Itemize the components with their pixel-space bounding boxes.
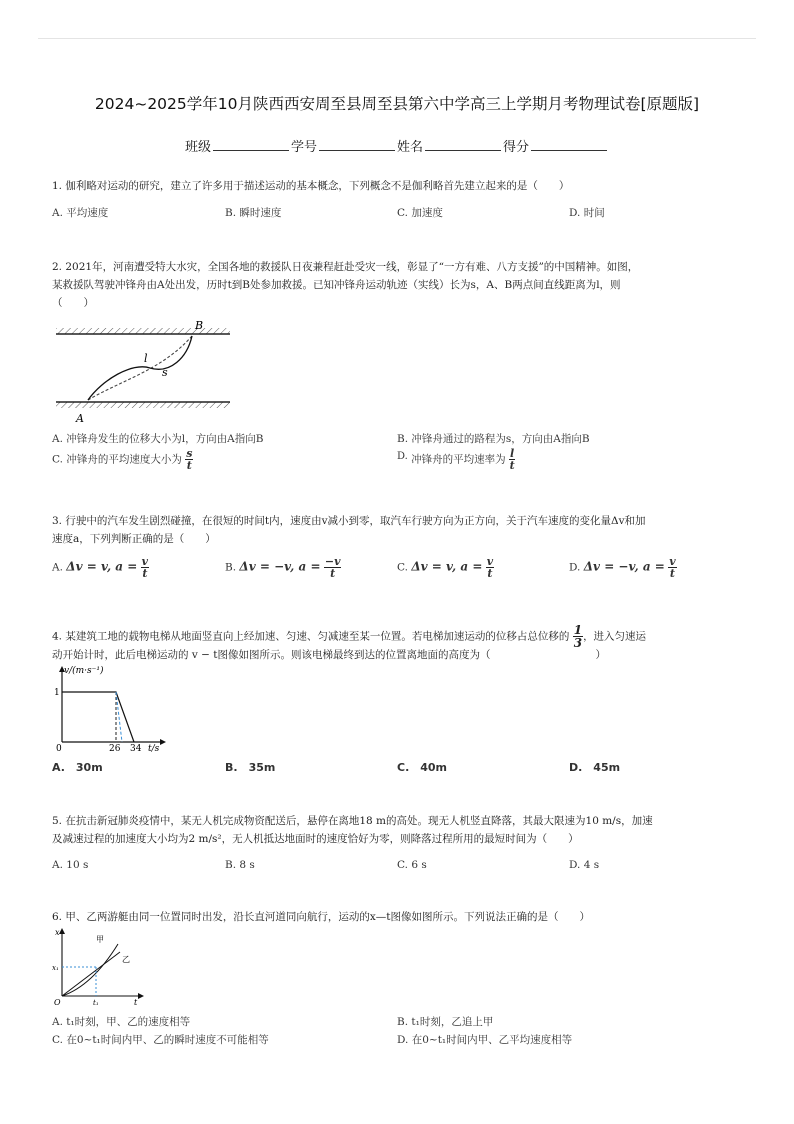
q2-option-d-text: 冲锋舟的平均速率为 — [411, 453, 506, 466]
class-blank[interactable] — [213, 138, 289, 151]
q5-stem-line2: 及减速过程的加速度大小均为2 m/s²，无人机抵达地面时的速度恰好为零，则降落过程所用的最短时间为（ ） — [52, 833, 579, 845]
q3-stem-line1: 3. 行驶中的汽车发生剧烈碰撞，在很短的时间t内，速度由v减小到零，取汽车行驶方向为正方向，关于汽车速度的变化量Δv和加 — [52, 515, 646, 527]
q2-label-b: B — [195, 319, 204, 332]
q2-option-b[interactable]: B. 冲锋舟通过的路程为s，方向由A指向B — [397, 433, 590, 445]
q3-option-a-fraction: $\frac{v}{t}$ — [141, 555, 149, 580]
q3-option-c-expr: Δv = v, a = — [411, 559, 483, 574]
class-label: 班级 — [184, 140, 211, 155]
q6-option-d[interactable]: D. 在0~t₁时间内甲、乙平均速度相等 — [397, 1034, 573, 1046]
q4-option-c[interactable]: C. 40m — [397, 761, 448, 774]
q5-option-c[interactable]: C. 6 s — [397, 859, 427, 871]
q3-option-b-fraction: $\frac{-v}{t}$ — [324, 555, 341, 580]
score-label: 得分 — [503, 140, 530, 155]
q6-label-t1: t₁ — [93, 999, 99, 1007]
q4-option-d[interactable]: D. 45m — [569, 761, 621, 774]
q6-label-yi: 乙 — [122, 955, 130, 964]
q1-option-b[interactable]: B. 瞬时速度 — [225, 207, 282, 219]
q4-stem-part1: 4. 某建筑工地的载物电梯从地面竖直向上经加速、匀速、匀减速至某一位置。若电梯加速运动的位移占总位移的 — [52, 630, 570, 643]
q4-option-b[interactable]: B. 35m — [225, 761, 276, 774]
q2-stem-line2: 某救援队驾驶冲锋舟由A处出发，历时t到B处参加救援。已知冲锋舟运动轨迹（实线）长为s，A、B两点间直线距离为l，则 — [52, 279, 621, 291]
q3-option-d-label: D. — [569, 561, 581, 574]
q2-label-a: A — [76, 412, 84, 425]
q3-option-a-expr: Δv = v, a = — [66, 559, 138, 574]
q4-stem-line2: 动开始计时，此后电梯运动的 v − t图像如图所示。则该电梯最终到达的位置离地面的高度为（ ） — [52, 649, 606, 661]
q6-curve-jia — [62, 944, 118, 996]
q3-stem-line2: 速度a，下列判断正确的是（ ） — [52, 533, 216, 545]
q3-option-c-label: C. — [397, 561, 408, 574]
q4-option-a[interactable]: A. 30m — [52, 761, 103, 774]
q2-label-l: l — [144, 352, 148, 365]
q4-vt-graph — [52, 662, 172, 754]
q5-option-d[interactable]: D. 4 s — [569, 859, 600, 871]
q4-stem-part2: ，进入匀速运 — [583, 630, 647, 643]
q2-option-c[interactable] — [52, 448, 193, 471]
q6-option-a[interactable]: A. t₁时刻，甲、乙的速度相等 — [52, 1016, 191, 1028]
q2-river-diagram — [52, 318, 232, 426]
q6-xt-graph — [52, 926, 152, 1008]
q4-ytick-1: 1 — [54, 688, 60, 698]
q3-option-d-fraction: $\frac{v}{t}$ — [669, 555, 676, 580]
name-blank[interactable] — [425, 138, 501, 151]
q6-label-origin: O — [54, 998, 61, 1007]
q2-option-c-fraction: $\frac{s}{t}$ — [186, 447, 193, 472]
name-label: 姓名 — [397, 140, 424, 155]
q6-label-t: t — [134, 998, 138, 1007]
q3-option-b-expr: Δv = −v, a = — [239, 559, 321, 574]
id-label: 学号 — [290, 140, 317, 155]
q1-option-c[interactable]: C. 加速度 — [397, 207, 443, 219]
q2-label-s: s — [162, 366, 168, 379]
q5-option-a[interactable]: A. 10 s — [52, 859, 89, 871]
q3-option-c-fraction: $\frac{v}{t}$ — [486, 555, 494, 580]
q2-option-d-fraction: $\frac{l}{t}$ — [509, 447, 515, 472]
q2-stem-line3: （ ） — [52, 297, 94, 309]
q4-origin: 0 — [56, 744, 62, 754]
q6-label-x1: x₁ — [52, 964, 59, 972]
q3-option-c[interactable] — [397, 556, 494, 579]
q3-option-d-expr: Δv = −v, a = — [583, 559, 665, 574]
q4-xtick-26: 26 — [109, 744, 121, 754]
q5-option-b[interactable]: B. 8 s — [225, 859, 255, 871]
q3-option-a-label: A. — [52, 561, 63, 574]
page-title: 2024~2025学年10月陕西西安周至县周至县第六中学高三上学期月考物理试卷[原题版] — [94, 95, 700, 113]
q3-option-a[interactable] — [52, 556, 149, 579]
q3-option-b[interactable] — [225, 556, 341, 579]
q6-axis-x: x — [55, 928, 60, 937]
q4-xlabel: t/s — [148, 744, 160, 754]
top-divider — [38, 38, 756, 39]
q5-stem-line1: 5. 在抗击新冠肺炎疫情中，某无人机完成物资配送后，悬停在离地18 m的高处。现无人机竖直降落，其最大限速为10 m/s，加速 — [52, 815, 653, 827]
q4-ylabel: v/(m·s⁻¹) — [64, 666, 104, 676]
q3-option-b-label: B. — [225, 561, 237, 574]
q6-label-jia: 甲 — [96, 935, 104, 944]
q6-stem: 6. 甲、乙两游艇由同一位置同时出发，沿长直河道同向航行，运动的x—t图像如图所示。下列说法正确的是（ ） — [52, 911, 590, 923]
q2-option-d[interactable] — [397, 448, 515, 471]
q4-fraction: $\frac{1}{3}$ — [573, 623, 583, 650]
q2-option-d-label: D. — [397, 451, 408, 462]
q1-stem: 1. 伽利略对运动的研究，建立了许多用于描述运动的基本概念，下列概念不是伽利略首先建立起来的是（ ） — [52, 180, 570, 192]
q2-stem-line1: 2. 2021年，河南遭受特大水灾，全国各地的救援队日夜兼程赶赴受灾一线，彰显了“一方有难、八方支援”的中国精神。如图， — [52, 261, 639, 273]
q3-option-d[interactable] — [569, 556, 677, 579]
q6-option-c[interactable]: C. 在0~t₁时间内甲、乙的瞬时速度不可能相等 — [52, 1034, 269, 1046]
q2-trajectory-s — [88, 336, 192, 400]
q2-option-a[interactable]: A. 冲锋舟发生的位移大小为l，方向由A指向B — [52, 433, 264, 445]
q6-option-b[interactable]: B. t₁时刻，乙追上甲 — [397, 1016, 494, 1028]
q6-line-yi — [62, 952, 120, 996]
q2-straight-path-l — [88, 336, 192, 400]
score-blank[interactable] — [531, 138, 607, 151]
q1-option-a[interactable]: A. 平均速度 — [52, 207, 109, 219]
q2-option-c-text: C. 冲锋舟的平均速度大小为 — [52, 453, 182, 466]
student-info-line — [0, 136, 794, 155]
q1-option-d[interactable]: D. 时间 — [569, 207, 605, 219]
id-blank[interactable] — [319, 138, 395, 151]
q4-xtick-34: 34 — [130, 744, 142, 754]
